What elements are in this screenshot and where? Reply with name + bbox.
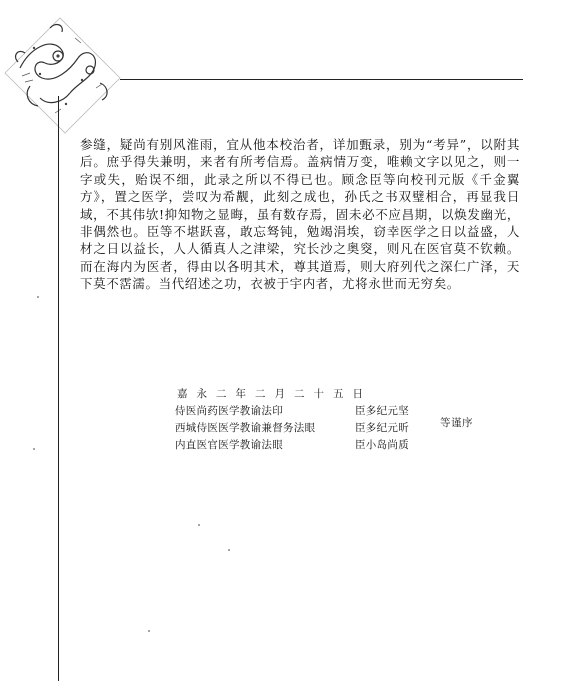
official-title: 侍医尚药医学教谕法印 [175,405,283,417]
dragon-cloud-ornament-icon [0,8,130,138]
official-name: 臣多纪元昕 [355,422,409,434]
speck [198,524,200,526]
body-paragraph: 参缝，疑尚有别风淮雨，宜从他本校治者，详加甄录，别为“考异”，以附其后。庶乎得失兼明，来者有所考信焉。盖病情万变，唯赖文字以见之，则一字或失，贻误不细，此录之所以不得已也。顾念臣等向校刊元版《千金翼方》，置之医学，尝叹为希觏，此刻之成也，孙氏之书双璧相合，再显我日域，不其伟欤!抑知物之显晦，虽有数存焉，固未必不应昌期，以焕发幽光，非偶然也。臣等不堪跃喜，敢忘驽钝，勉竭涓埃，窃幸医学之日以益盛，人材之日以益长，人人循真人之津梁，究长沙之奥窔，则凡在医官莫不钦赖。而在海内为医者，得由以各明其术，尊其道焉，则大府列代之深仁广泽，天下莫不霑濡。当代绍述之功，衣被于宇内者，尤将永世而无穷矣。 [80,137,520,292]
speck [33,448,35,450]
speck [148,630,150,632]
body-text [80,136,520,293]
signature-date: 嘉永二年二月二十五日 [177,388,372,400]
signature-block [175,386,409,454]
official-name: 臣小岛尚质 [355,439,409,451]
signature-line [175,403,409,420]
speck [37,296,39,298]
signature-line [175,420,409,437]
signature-closing: 等谨序 [440,417,473,429]
top-rule [120,79,523,80]
official-title: 内直医官医学教谕法眼 [175,439,283,451]
official-title: 西城侍医医学教谕兼督务法眼 [175,422,316,434]
left-margin-rule [58,96,59,681]
official-name: 臣多纪元坚 [355,405,409,417]
speck [228,549,230,551]
signature-line [175,437,409,454]
